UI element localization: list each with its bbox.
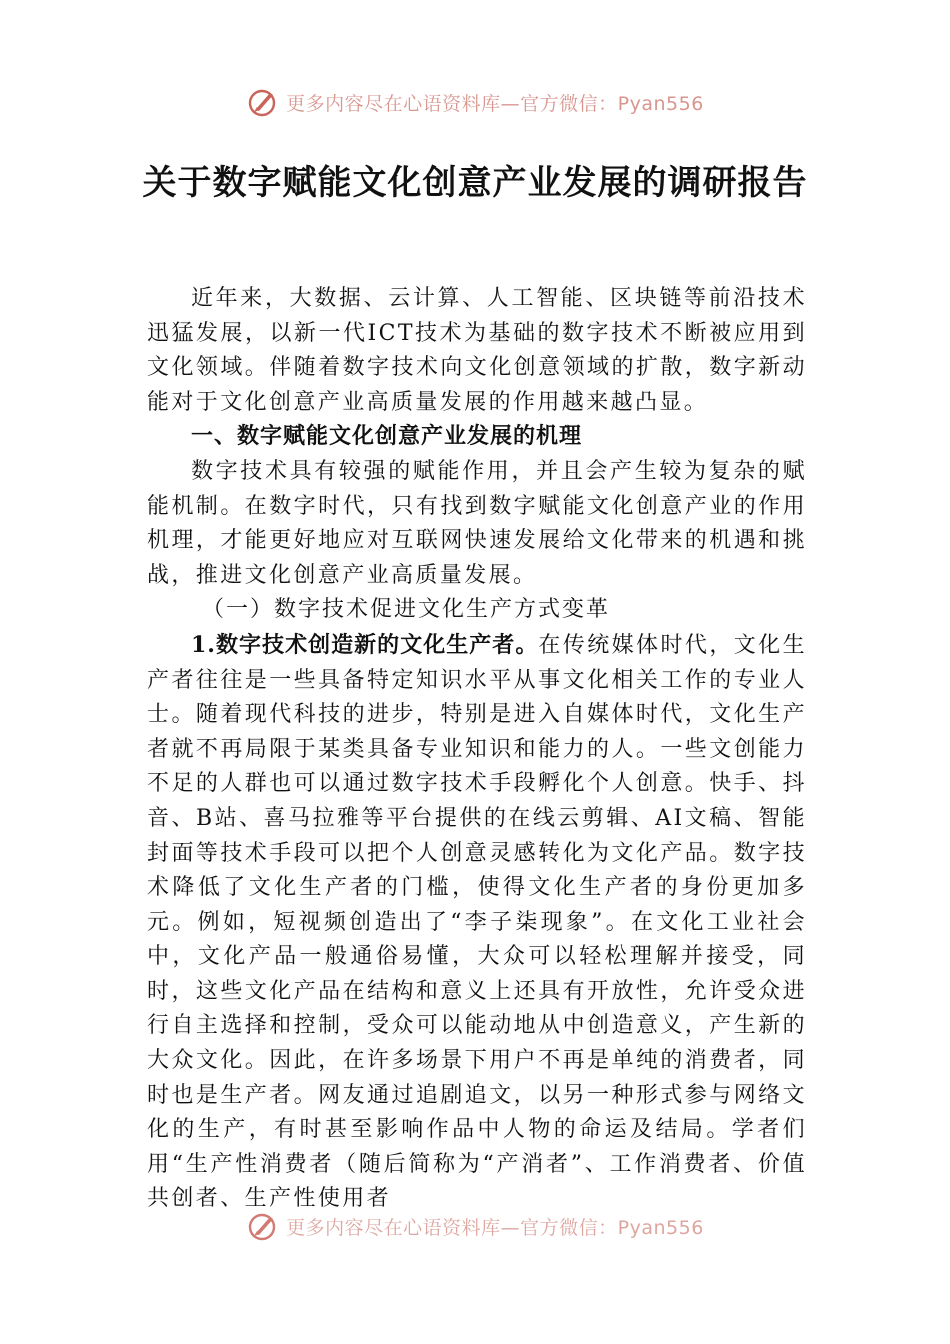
watermark-text: 更多内容尽在心语资料库—官方微信：Pyan556: [286, 92, 704, 115]
watermark-header: [0, 82, 950, 122]
watermark-footer: [0, 1206, 950, 1246]
point-lead: 1.数字技术创造新的文化生产者。: [191, 631, 539, 658]
section-paragraph: 数字技术具有较强的赋能作用，并且会产生较为复杂的赋能机制。在数字时代，只有找到数字赋能文化创意产业的作用机理，才能更好地应对互联网快速发展给文化带来的机遇和挑战，推进文化创意产业高质量发展。: [147, 458, 807, 588]
point-text: 在传统媒体时代，文化生产者往往是一些具备特定知识水平从事文化相关工作的专业人士。随着现代科技的进步，特别是进入自媒体时代，文化生产者就不再局限于某类具备专业知识和能力的人。一些文创能力不足的人群也可以通过数字技术手段孵化个人创意。快手、抖音、B站、喜马拉雅等平台提供的在线云剪辑、AI文稿、智能封面等技术手段可以把个人创意灵感转化为文化产品。数字技术降低了文化生产者的门槛，使得文化生产者的身份更加多元。例如，短视频创造出了“李子柒现象”。在文化工业社会中，文化产品一般通俗易懂，大众可以轻松理解并接受，同时，这些文化产品在结构和意义上还具有开放性，允许受众进行自主选择和控制，受众可以能动地从中创造意义，产生新的大众文化。因此，在许多场景下用户不再是单纯的消费者，同时也是生产者。网友通过追剧追文，以另一种形式参与网络文化的生产，有时甚至影响作品中人物的命运及结局。学者们用“生产性消费者（随后简称为“产消者”、工作消费者、价值共创者、生产性使用者: [147, 632, 807, 1212]
pen-logo-icon: [246, 1209, 280, 1243]
document-title: 关于数字赋能文化创意产业发展的调研报告: [142, 163, 808, 203]
point-paragraph: [147, 628, 807, 1217]
section-heading: 一、数字赋能文化创意产业发展的机理: [191, 424, 583, 450]
intro-paragraph: 近年来，大数据、云计算、人工智能、区块链等前沿技术迅猛发展，以新一代ICT技术为基础的数字技术不断被应用到文化领域。伴随着数字技术向文化创意领域的扩散，数字新动能对于文化创意产业高质量发展的作用越来越凸显。: [147, 286, 807, 415]
document-body: [147, 282, 807, 1217]
pen-logo-icon: [246, 85, 280, 119]
watermark-text: 更多内容尽在心语资料库—官方微信：Pyan556: [286, 1216, 704, 1239]
subsection-heading: （一）数字技术促进文化生产方式变革: [202, 597, 611, 623]
